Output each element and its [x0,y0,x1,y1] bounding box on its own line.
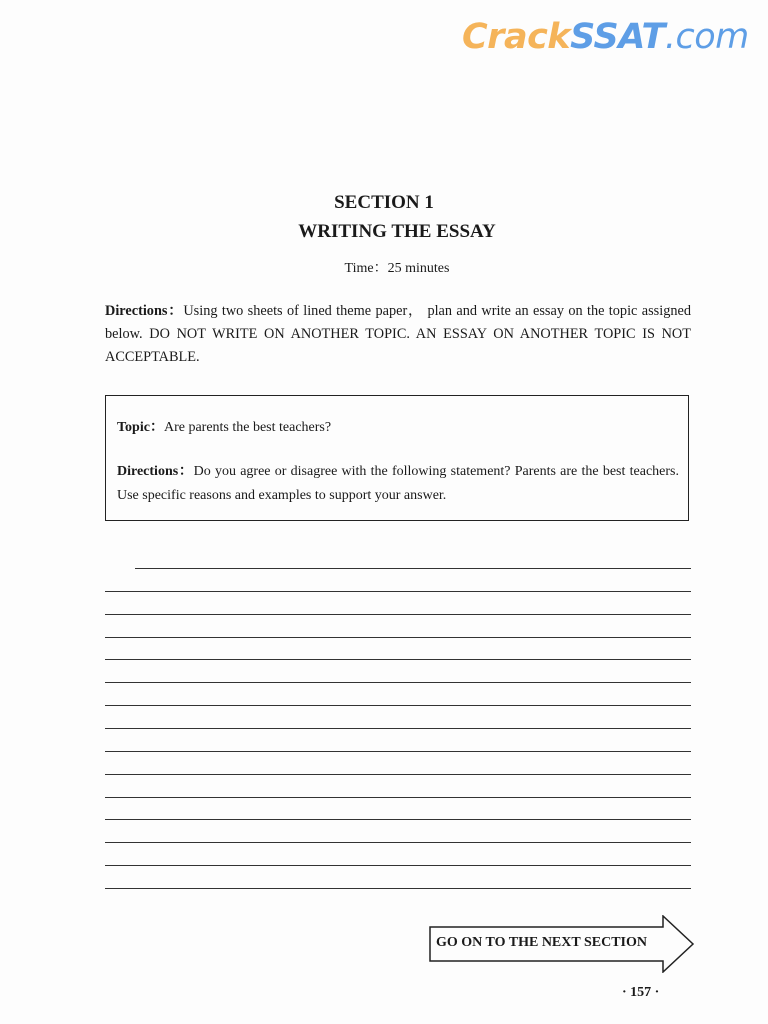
directions-paragraph [105,300,691,369]
writing-line [105,705,691,706]
topic-directions-label: Directions： [117,464,194,479]
writing-line [105,637,691,638]
section-title: WRITING THE ESSAY [298,221,496,242]
writing-line [105,842,691,843]
writing-line [105,614,691,615]
next-section-label: GO ON TO THE NEXT SECTION [436,935,647,950]
topic-directions [117,460,679,508]
writing-line [105,591,691,592]
topic-label: Topic： [117,420,164,435]
writing-line [105,865,691,866]
section-heading: SECTION 1 [334,192,434,213]
topic-directions-text: Do you agree or disagree with the following statement? Parents are the best teachers. Use specific reasons and examples to support your answer. [117,464,679,503]
topic-line [117,416,331,436]
logo-text-domain: .com [664,17,749,57]
writing-line [105,888,691,889]
site-logo [462,12,752,62]
writing-line [105,659,691,660]
writing-line [135,568,691,569]
directions-label: Directions： [105,303,184,319]
directions-text: Using two sheets of lined theme paper， plan and write an essay on the topic assigned below. DO NOT WRITE ON ANOTHER TOPIC. AN ESSAY ON ANOTHER TOPIC IS NOT ACCEPTABLE. [105,303,691,365]
topic-box [105,395,689,521]
writing-line [105,751,691,752]
writing-line [105,797,691,798]
writing-line [105,682,691,683]
time-limit: Time：25 minutes [344,261,450,276]
logo-text-ssat: SSAT [570,17,665,57]
next-section-arrow [429,915,695,973]
topic-text: Are parents the best teachers? [163,420,332,435]
writing-line [105,819,691,820]
logo-text-crack: Crack [462,17,571,57]
writing-line [105,728,691,729]
page-number: · 157 · [622,985,660,1000]
writing-line [105,774,691,775]
